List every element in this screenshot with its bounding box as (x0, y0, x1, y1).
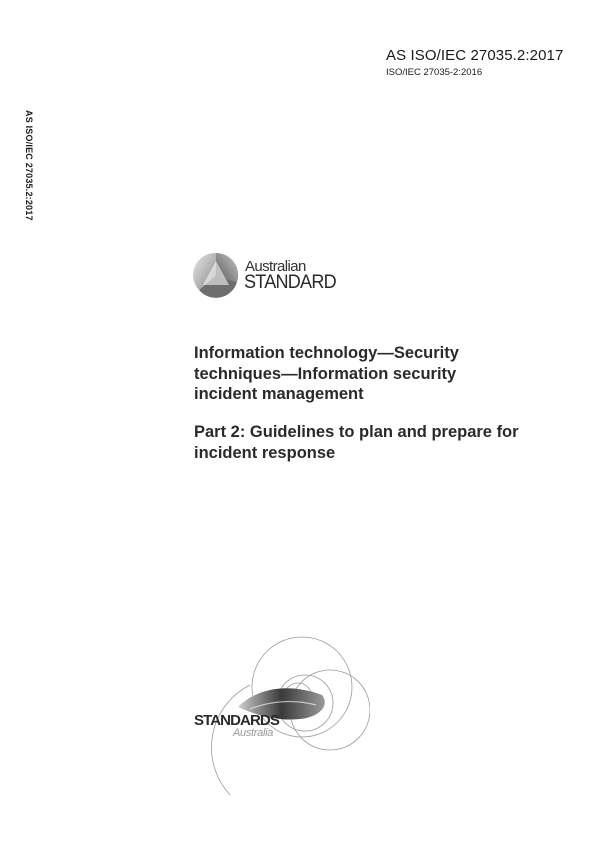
australian-standard-logo-icon (193, 252, 239, 298)
standard-number: AS ISO/IEC 27035.2:2017 (386, 47, 564, 64)
brand-line1: Australian (245, 258, 306, 275)
publisher-line2: Australia (233, 727, 274, 739)
publisher-line1: STANDARDS (194, 712, 279, 729)
document-title: Information technology—Security techniques—Information security incident management (194, 344, 459, 403)
brand-line2: STANDARD (244, 272, 336, 293)
spine-label: AS ISO/IEC 27035.2:2017 (24, 110, 34, 221)
document-part-title: Part 2: Guidelines to plan and prepare for incident response (194, 423, 519, 462)
standards-australia-logo-icon (210, 625, 370, 795)
iso-reference: ISO/IEC 27035-2:2016 (386, 67, 483, 78)
